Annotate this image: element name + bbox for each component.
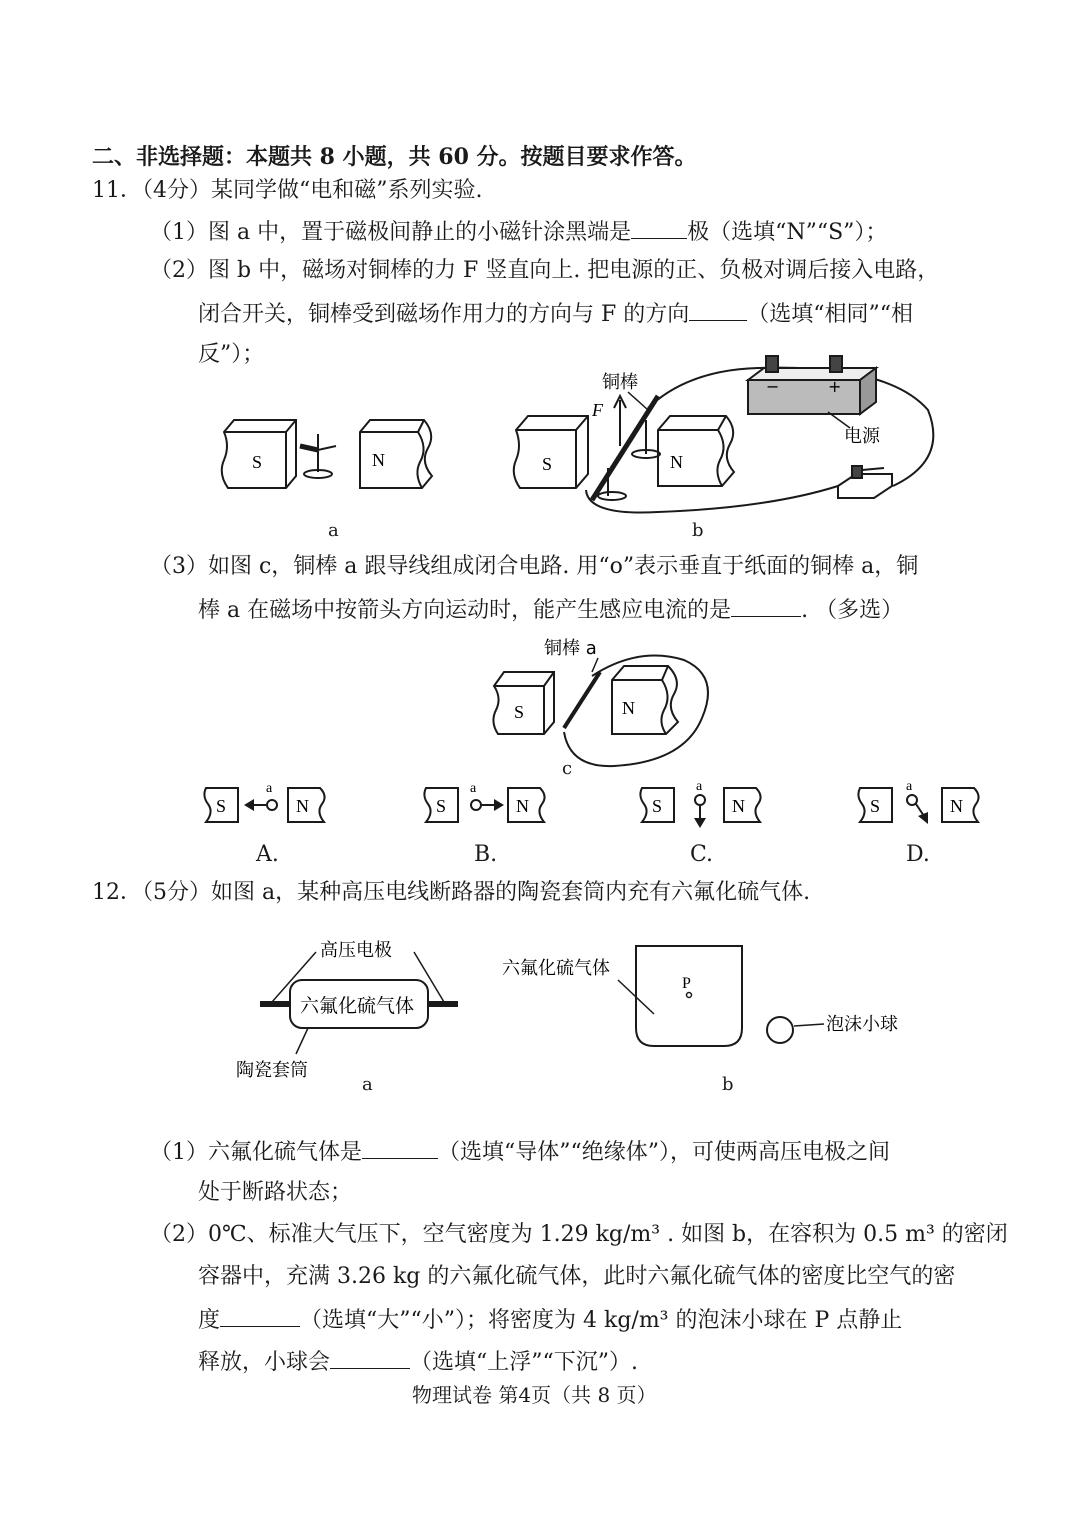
option-a-figure (200, 778, 340, 828)
q12-part2-text-a: 度 (198, 1308, 221, 1333)
power-minus: − (766, 377, 780, 396)
motion-arrow-down (694, 818, 706, 828)
copper-rod-a (564, 672, 600, 728)
q11-part3-line1: （3）如图 c，铜棒 a 跟导线组成闭合电路. 用“o”表示垂直于纸面的铜棒 a，铜 (150, 554, 919, 579)
power-label: 电源 (844, 426, 880, 447)
magnet-n-block (360, 420, 432, 488)
pole-s-label: S (870, 796, 881, 816)
figure-11b (508, 350, 948, 520)
q11-part1-text-b: 极（选填“N”“S”）； (687, 220, 888, 245)
magnet-n-label: N (372, 450, 385, 470)
figure-11c-caption: c (562, 758, 573, 779)
q11-part3-text-b: . （多选） (801, 598, 904, 623)
q11-stem: 11．（4分）某同学做“电和磁”系列实验. (92, 178, 483, 203)
q11-part3-blank[interactable] (731, 594, 801, 617)
rod-a-label: 铜棒 a (544, 638, 597, 659)
rail-base-left (598, 492, 626, 500)
gas-label: 六氟化硫气体 (300, 995, 415, 1017)
option-c-figure (636, 778, 776, 828)
gas-label-b: 六氟化硫气体 (502, 958, 610, 979)
q12-part1-text-a: （1）六氟化硫气体是 (150, 1140, 362, 1165)
q11-part2-text-b: （选填“相同”“相 (747, 302, 914, 327)
q12-part2-blank-1[interactable] (220, 1304, 300, 1327)
q12-stem: 12．（5分）如图 a，某种高压电线断路器的陶瓷套筒内充有六氟化硫气体. (92, 880, 811, 905)
q11-part2-line3: 反”）； (198, 342, 265, 367)
q12-part2-text-b: （选填“大”“小”）；将密度为 4 kg/m³ 的泡沫小球在 P 点静止 (300, 1308, 903, 1333)
pole-s-label: S (436, 796, 447, 816)
motion-arrow-right (494, 799, 504, 811)
magnet-n-label: N (670, 452, 683, 472)
pole-s-label: S (216, 796, 227, 816)
electrode-label: 高压电极 (320, 940, 392, 961)
q12-part1-text-b: （选填“导体”“绝缘体”），可使两高压电极之间 (438, 1140, 890, 1165)
compass-needle (300, 434, 336, 478)
q12-part1-blank[interactable] (362, 1136, 438, 1159)
figure-11c (488, 636, 718, 776)
figure-12a (234, 930, 474, 1080)
force-label: F (592, 400, 603, 420)
q12-part2-blank-2[interactable] (330, 1346, 410, 1369)
power-plus: + (828, 377, 842, 396)
motion-arrow-left (244, 799, 254, 811)
pole-n-label: N (516, 796, 529, 816)
q12-part2-line4 (198, 1346, 638, 1378)
switch (838, 466, 892, 498)
sleeve-label: 陶瓷套筒 (236, 1060, 308, 1081)
figure-11a (214, 414, 454, 494)
rod-letter: a (906, 779, 913, 794)
rod-label: 铜棒 (602, 372, 638, 393)
option-c[interactable]: C. (690, 842, 714, 867)
magnet-s-block (514, 416, 588, 488)
magnet-s-label: S (252, 452, 263, 472)
option-b[interactable]: B. (474, 842, 498, 867)
figure-12b (502, 940, 922, 1060)
q12-part1-line2: 处于断路状态； (198, 1180, 353, 1205)
q12-part2-text-c: 释放，小球会 (198, 1350, 331, 1375)
figure-12b-caption: b (722, 1074, 734, 1095)
q11-part1-text-a: （1）图 a 中，置于磁极间静止的小磁针涂黑端是 (150, 220, 632, 245)
circuit-loop (564, 656, 708, 767)
pole-n-label: N (296, 796, 309, 816)
q12-part2-text-d: （选填“上浮”“下沉”）. (410, 1350, 638, 1375)
pole-n-label: N (732, 796, 745, 816)
rod-letter: a (470, 781, 477, 796)
option-d-figure (854, 778, 994, 828)
magnet-s-label: S (514, 702, 525, 722)
page-footer: 物理试卷 第4页（共 8 页） (412, 1383, 657, 1407)
section-header: 二、非选择题：本题共 8 小题，共 60 分。按题目要求作答。 (92, 144, 697, 170)
q11-part2-line2 (198, 298, 913, 330)
magnet-n-label: N (622, 698, 635, 718)
q11-part1-blank[interactable] (631, 216, 687, 239)
q12-part2-line2: 容器中，充满 3.26 kg 的六氟化硫气体，此时六氟化硫气体的密度比空气的密 (198, 1264, 956, 1289)
option-d[interactable]: D. (906, 842, 930, 867)
q11-part2-blank[interactable] (689, 298, 747, 321)
q12-part2-line3 (198, 1304, 902, 1336)
figure-11a-caption: a (328, 520, 339, 541)
option-b-figure (420, 778, 560, 828)
sealed-container (636, 946, 742, 1046)
rod-letter: a (696, 779, 703, 794)
option-a[interactable]: A. (256, 842, 279, 867)
q12-part1-line1 (150, 1136, 890, 1168)
figure-12a-caption: a (362, 1074, 373, 1095)
q12-part2-line1: （2）0℃、标准大气压下，空气密度为 1.29 kg/m³ . 如图 b，在容积为 0.5 m³ 的密闭 (150, 1222, 1008, 1247)
pole-s-label: S (652, 796, 663, 816)
magnet-n-block (658, 416, 734, 486)
q11-part3-line2 (198, 594, 903, 626)
point-p-label: P (682, 975, 691, 992)
q11-part2-text-a: 闭合开关，铜棒受到磁场作用力的方向与 F 的方向 (198, 302, 690, 327)
q11-part1 (150, 216, 887, 248)
ball-label: 泡沫小球 (826, 1014, 898, 1035)
foam-ball (767, 1017, 793, 1043)
q11-part3-text-a: 棒 a 在磁场中按箭头方向运动时，能产生感应电流的是 (198, 598, 732, 623)
rod-letter: a (266, 781, 273, 796)
point-p (687, 993, 692, 998)
figure-11b-caption: b (692, 520, 704, 541)
magnet-s-label: S (542, 454, 553, 474)
pole-n-label: N (950, 796, 963, 816)
q11-part2-line1: （2）图 b 中，磁场对铜棒的力 F 竖直向上. 把电源的正、负极对调后接入电路， (150, 258, 940, 283)
